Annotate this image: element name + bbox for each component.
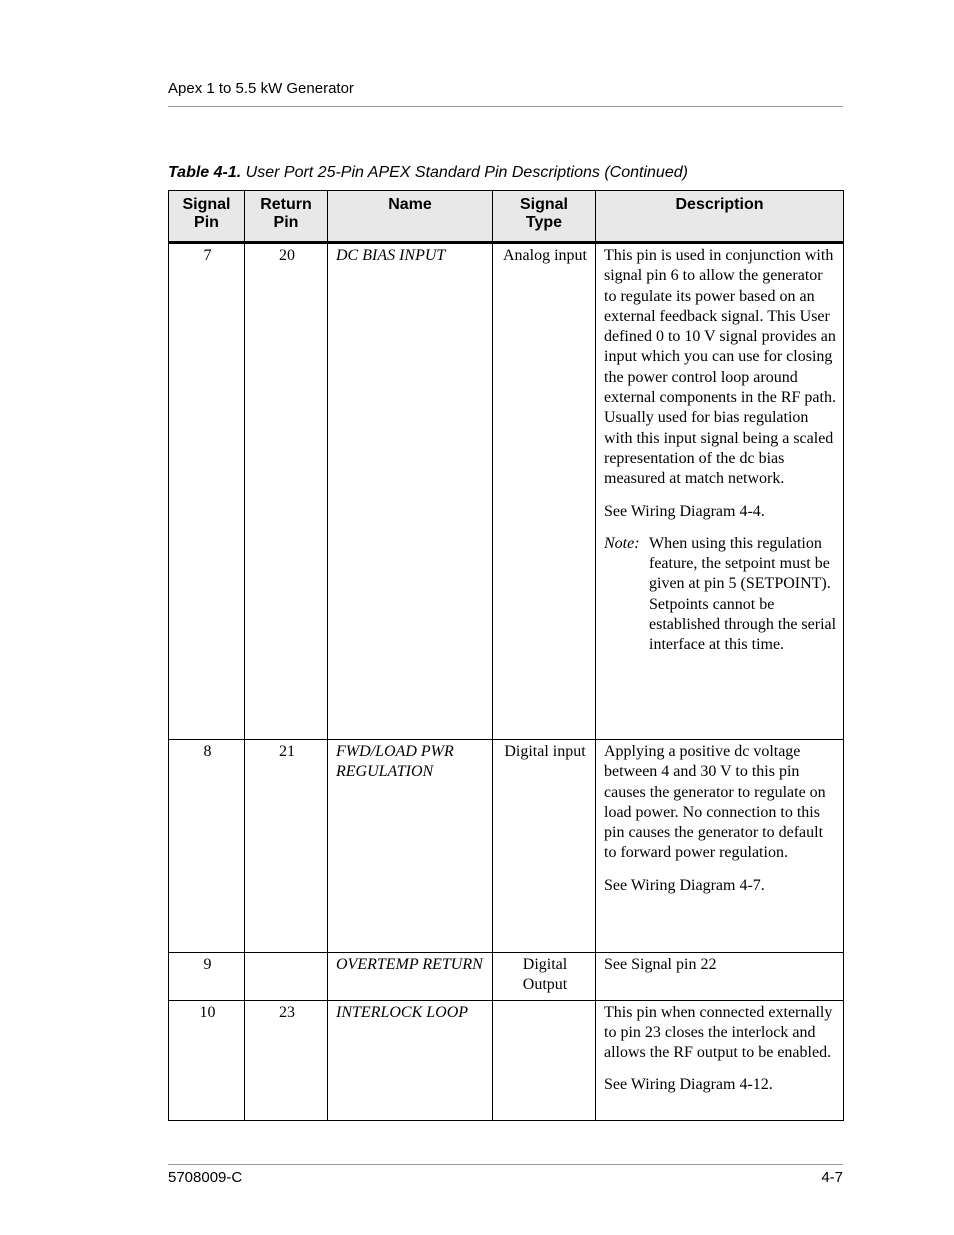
return-pin-cell: 23: [245, 1000, 328, 1120]
signal-type-cell: Analog input: [493, 243, 596, 740]
table-row: [169, 953, 844, 1001]
col-header-signal-type: Signal Type: [493, 191, 596, 243]
running-header: Apex 1 to 5.5 kW Generator: [168, 80, 354, 97]
signal-type-cell: [493, 1000, 596, 1120]
pin-descriptions-table: [168, 190, 844, 1121]
signal-pin-cell: 7: [169, 243, 245, 740]
table-row: [169, 740, 844, 953]
description-cell: [596, 243, 844, 740]
description-text: This pin when connected externally to pin 23 closes the interlock and allows the RF output to be enabled.: [604, 1003, 833, 1062]
table-row: [169, 243, 844, 740]
note: [604, 534, 837, 656]
description-cell: [596, 740, 844, 953]
table-header-row: [169, 191, 844, 243]
name-cell: FWD/LOAD PWR REGULATION: [328, 740, 493, 953]
col-header-description: Description: [596, 191, 844, 243]
table-caption: [168, 164, 688, 182]
note-label: Note:: [604, 534, 640, 552]
return-pin-cell: 20: [245, 243, 328, 740]
description-text: This pin is used in conjunction with signal pin 6 to allow the generator to regulate its power based on an external feedback signal. This User defined 0 to 10 V signal provides an input which you can use for closing the power control loop around external components in the RF path. Usually used for bias regulation with this input signal being a scaled representation of the dc bias measured at match network.: [604, 247, 836, 488]
page-number: 4-7: [821, 1169, 843, 1186]
name-cell: OVERTEMP RETURN: [328, 953, 493, 1001]
description-reference: See Wiring Diagram 4-12.: [604, 1076, 773, 1094]
table-row: [169, 1000, 844, 1120]
header-rule: [168, 106, 843, 107]
col-header-name: Name: [328, 191, 493, 243]
description-cell: [596, 1000, 844, 1120]
signal-pin-cell: 9: [169, 953, 245, 1001]
return-pin-cell: 21: [245, 740, 328, 953]
name-cell: DC BIAS INPUT: [328, 243, 493, 740]
return-pin-cell: [245, 953, 328, 1001]
signal-pin-cell: 10: [169, 1000, 245, 1120]
signal-type-cell: Digital Output: [493, 953, 596, 1001]
signal-pin-cell: 8: [169, 740, 245, 953]
col-header-signal-pin: Signal Pin: [169, 191, 245, 243]
description-cell: [596, 953, 844, 1001]
footer-rule: [168, 1164, 843, 1165]
description-reference: See Wiring Diagram 4-7.: [604, 876, 765, 894]
description-text: See Signal pin 22: [604, 956, 717, 973]
note-text: When using this regulation feature, the setpoint must be given at pin 5 (SETPOINT). Setpoints cannot be established through the serial interface at this time.: [649, 534, 837, 654]
signal-type-cell: Digital input: [493, 740, 596, 953]
description-text: Applying a positive dc voltage between 4 and 30 V to this pin causes the generator to regulate on load power. No connection to this pin causes the generator to default to forward power regulation.: [604, 743, 826, 862]
table-caption-label: Table 4-1.: [168, 164, 242, 181]
col-header-return-pin: Return Pin: [245, 191, 328, 243]
document-number: 5708009-C: [168, 1169, 243, 1186]
table-caption-text: User Port 25-Pin APEX Standard Pin Descriptions (Continued): [241, 164, 688, 181]
description-reference: See Wiring Diagram 4-4.: [604, 502, 765, 520]
name-cell: INTERLOCK LOOP: [328, 1000, 493, 1120]
